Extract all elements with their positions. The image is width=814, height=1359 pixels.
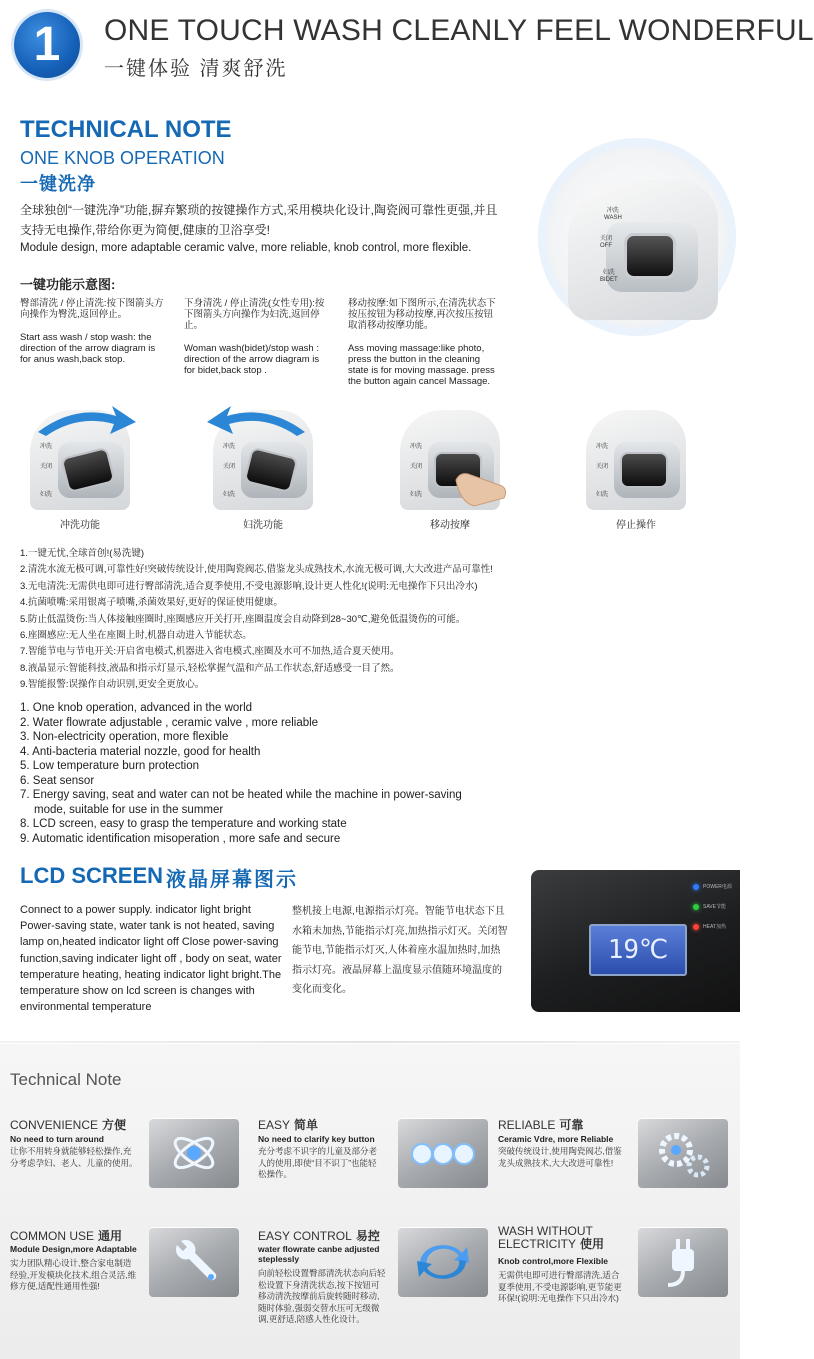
feature-title-convenience: CONVENIENCE 方便: [10, 1118, 127, 1132]
page-title: ONE TOUCH WASH CLEANLY FEEL WONDERFUL: [104, 14, 814, 47]
feature-subtitle: Module Design,more Adaptable: [10, 1244, 137, 1254]
plug-icon: [638, 1227, 728, 1297]
instruction-en: Start ass wash / stop wash: the direction of the arrow diagram is for anus wash,back stop.: [20, 332, 156, 365]
instruction-column-wash: [20, 298, 166, 365]
feature-title-wash-without-electricity: WASH WITHOUT ELECTRICITY 使用: [498, 1224, 605, 1251]
lcd-heading: LCD SCREEN: [20, 863, 164, 888]
step-caption-stop: 停止操作: [616, 520, 656, 531]
feature-list-cn: [20, 546, 710, 694]
technical-note-heading: TECHNICAL NOTE: [20, 116, 232, 143]
header: [0, 0, 814, 90]
rotate-arrows-icon: [398, 1227, 488, 1297]
list-item: 8. LCD screen, easy to grasp the temperature and working state: [20, 818, 347, 830]
lcd-heading-cn: 液晶屏幕图示: [166, 869, 298, 891]
feature-description: 充分考虑不识字的儿童及部分老人的使用,即使“目不识丁”也能轻松操作。: [258, 1146, 378, 1179]
rotate-right-arrow-icon: [20, 402, 140, 442]
section-divider: [0, 1041, 740, 1043]
step-image-stop: [576, 402, 696, 510]
label-off-cn: 关闭: [410, 464, 423, 470]
list-item: 5.防止低温烫伤:当人体接触座圈时,座圈感应开关打开,座圈温度会自动降到28~30℃,避免低温烫伤的可能。: [20, 613, 466, 625]
feature-description: 实力团队精心设计,整合家电制造经验,开发模块化技术,组合灵活,维修方便,适配性通用性强!: [10, 1258, 137, 1291]
feature-description: 让你不用转身就能够轻松操作,充分考虑孕妇、老人、儿童的使用。: [10, 1146, 138, 1168]
label-wash-cn: 冲洗: [223, 444, 236, 450]
step-caption-bidet: 妇洗功能: [243, 520, 283, 531]
feature-list-en: [20, 701, 520, 846]
gears-icon: [638, 1118, 728, 1188]
list-item: 9. Automatic identification misoperation , more safe and secure: [20, 832, 341, 845]
lcd-description-en: Connect to a power supply. indicator light bright Power-saving state, water tank is not heated, saving lamp on,heated indicator light off Close power-saving function,saving indicater light off , body on seat, water temperature heating, heating indicator light bright.The temperature show on lcd screen is changes with environmental temperature: [20, 904, 282, 1014]
label-bidet-cn: 妇洗: [40, 492, 53, 498]
knob-closeup-image: [538, 138, 736, 336]
atom-icon: [149, 1118, 239, 1188]
no-electricity-tile: [638, 1227, 728, 1297]
bottom-section-title: Technical Note: [10, 1070, 122, 1089]
power-indicator-label: POWER电源: [703, 884, 732, 890]
step-image-wash: [20, 402, 140, 510]
wrench-icon: [149, 1227, 239, 1297]
instruction-cn: 移动按摩:如下图所示,在清洗状态下按压按钮为移动按摩,再次按压按钮取消移动按摩功能。: [348, 298, 496, 331]
list-item: 5. Low temperature burn protection: [20, 760, 199, 772]
step-caption-wash: 冲洗功能: [60, 520, 100, 531]
feature-title-easy: EASY 简单: [258, 1118, 319, 1132]
label-wash-cn: 冲洗: [40, 444, 53, 450]
instruction-cn: 下身清洗 / 停止清洗(女性专用):按下图箭头方向操作为妇洗,返回停止。: [184, 298, 325, 331]
power-indicator-light: [693, 884, 699, 890]
feature-description: 突破传统设计,使用陶瓷阀芯,借鉴龙头成熟技术,大大改进可靠性!: [498, 1146, 622, 1168]
easy-tile: [398, 1118, 488, 1188]
list-item: mode, suitable for use in the summer: [34, 803, 224, 816]
step-number-badge: 1: [14, 12, 80, 78]
list-item: 9.智能报警:误操作自动识别,更安全更放心。: [20, 679, 205, 691]
instruction-en: Ass moving massage:like photo, press the button in the cleaning state is for moving massage. press the button again cancel Massage.: [348, 343, 495, 387]
feature-title-reliable: RELIABLE 可靠: [498, 1118, 584, 1132]
list-item: 4.抗菌喷嘴:采用银离子喷嘴,杀菌效果好,更好的保证使用健康。: [20, 597, 283, 609]
feature-subtitle: water flowrate canbe adjusted steplessly: [258, 1244, 380, 1264]
lcd-temperature-display: 19℃: [589, 924, 687, 976]
feature-subtitle: No need to clarify key button: [258, 1134, 375, 1144]
reliable-tile: [638, 1118, 728, 1188]
feature-title-common-use: COMMON USE 通用: [10, 1229, 123, 1243]
knob-dial: [624, 233, 676, 279]
list-item: 2. Water flowrate adjustable , ceramic valve , more reliable: [20, 716, 319, 729]
list-item: 1. One knob operation, advanced in the world: [20, 702, 253, 714]
list-item: 3. Non-electricity operation, more flexible: [20, 731, 229, 743]
list-item: 4. Anti-bacteria material nozzle, good for health: [20, 745, 261, 758]
instruction-column-bidet: [184, 298, 332, 376]
knob-description-en: Module design, more adaptable ceramic valve, more reliable, knob control, more flexible.: [20, 242, 472, 254]
instruction-column-massage: [348, 298, 500, 387]
step-caption-massage: 移动按摩: [430, 520, 470, 531]
heat-indicator-light: [693, 924, 699, 930]
label-bidet-cn: 妇洗: [596, 492, 609, 498]
common-use-tile: [149, 1227, 239, 1297]
list-item: 6. Seat sensor: [20, 774, 95, 787]
lcd-panel-image: [531, 870, 740, 1012]
step-image-bidet: [203, 402, 323, 510]
instruction-en: Woman wash(bidet)/stop wash : direction of the arrow diagram is for bidet,back stop .: [184, 343, 320, 376]
knob-description-cn: 全球独创“一键洗净”功能,摒弃繁琐的按键操作方式,采用模块化设计,陶瓷阀可靠性更强,并且支持无电操作,带给你更为简便,健康的卫浴享受!: [20, 203, 498, 237]
feature-description: 向前轻松设置臀部清洗状态向后轻松设置下身清洗状态,按下按钮可移动清洗按摩前后旋转随时移动,随时体验,强弱交替水压可无级微调,更舒适,陪感人性化设计。: [258, 1268, 386, 1324]
convenience-tile: [149, 1118, 239, 1188]
label-bidet-en: BIDET: [600, 277, 618, 283]
label-off-cn: 关闭: [40, 464, 53, 470]
label-off-en: OFF: [600, 243, 612, 249]
bubbles-icon: [398, 1118, 488, 1188]
knob-operation-heading-cn: 一键洗净: [20, 174, 96, 194]
feature-subtitle: Knob control,more Flexible: [498, 1256, 609, 1266]
save-indicator-light: [693, 904, 699, 910]
rotate-left-arrow-icon: [203, 402, 323, 442]
save-indicator-label: SAVE节能: [703, 904, 726, 910]
feature-description: 无需供电即可进行臀部清洗,适合夏季使用,不受电源影响,更节能更环保!(说明:无电操作下只出冷水): [498, 1270, 622, 1303]
feature-title-easy-control: EASY CONTROL 易控: [258, 1229, 380, 1243]
function-diagram-heading: 一键功能示意图:: [20, 277, 116, 292]
label-wash-cn: 冲洗: [410, 444, 423, 450]
heat-indicator-label: HEAT加热: [703, 924, 726, 930]
list-item: 7. Energy saving, seat and water can not be heated while the machine in power-saving: [20, 789, 462, 801]
knob-operation-heading: ONE KNOB OPERATION: [20, 148, 225, 168]
list-item: 1.一键无忧,全球首创!(易洗键): [20, 548, 145, 559]
label-wash-cn: 冲洗: [596, 444, 609, 450]
label-off-cn: 关闭: [223, 464, 236, 470]
list-item: 3.无电清洗:无需供电即可进行臀部清洗,适合夏季使用,不受电源影响,设计更人性化!(说明:无电操作下只出冷水): [20, 580, 478, 592]
list-item: 2.清洗水流无极可调,可靠性好!突破传统设计,使用陶瓷阀芯,借鉴龙头成熟技术,水流无极可调,大大改进产品可靠性!: [20, 564, 493, 576]
label-off-cn: 关闭: [600, 236, 613, 242]
label-off-cn: 关闭: [596, 464, 609, 470]
label-wash-en: WASH: [604, 215, 622, 221]
easy-control-tile: [398, 1227, 488, 1297]
feature-subtitle: No need to turn around: [10, 1134, 104, 1144]
step-image-massage: [390, 402, 510, 510]
label-bidet-cn: 妇洗: [602, 270, 615, 276]
label-bidet-cn: 妇洗: [223, 492, 236, 498]
page-subtitle: 一键体验 清爽舒洗: [104, 58, 288, 80]
instruction-cn: 臀部清洗 / 停止清洗:按下图箭头方向操作为臀洗,返回停止。: [20, 298, 164, 320]
list-item: 7.智能节电与节电开关:开启省电模式,机器进入省电模式,座圈及水可不加热,适合夏天使用。: [20, 646, 400, 658]
list-item: 8.液晶显示:智能科技,液晶和指示灯显示,轻松掌握气温和产品工作状态,舒适感受一目了然。: [20, 662, 400, 674]
feature-subtitle: Ceramic Vdre, more Reliable: [498, 1134, 614, 1144]
label-wash-cn: 冲洗: [606, 208, 619, 214]
list-item: 6.座圈感应:无人坐在座圈上时,机器自动进入节能状态。: [20, 629, 252, 641]
label-bidet-cn: 妇洗: [410, 492, 423, 498]
pressing-finger-icon: [390, 402, 510, 510]
lcd-description-cn: 整机接上电源,电源指示灯亮。智能节电状态下且水箱未加热,节能指示灯亮,加热指示灯灭。关闭智能节电,节能指示灯灭,人体着座水温加热时,加热指示灯亮。液晶屏幕上温度显示值随环境温度的变化而变化。: [292, 906, 508, 995]
